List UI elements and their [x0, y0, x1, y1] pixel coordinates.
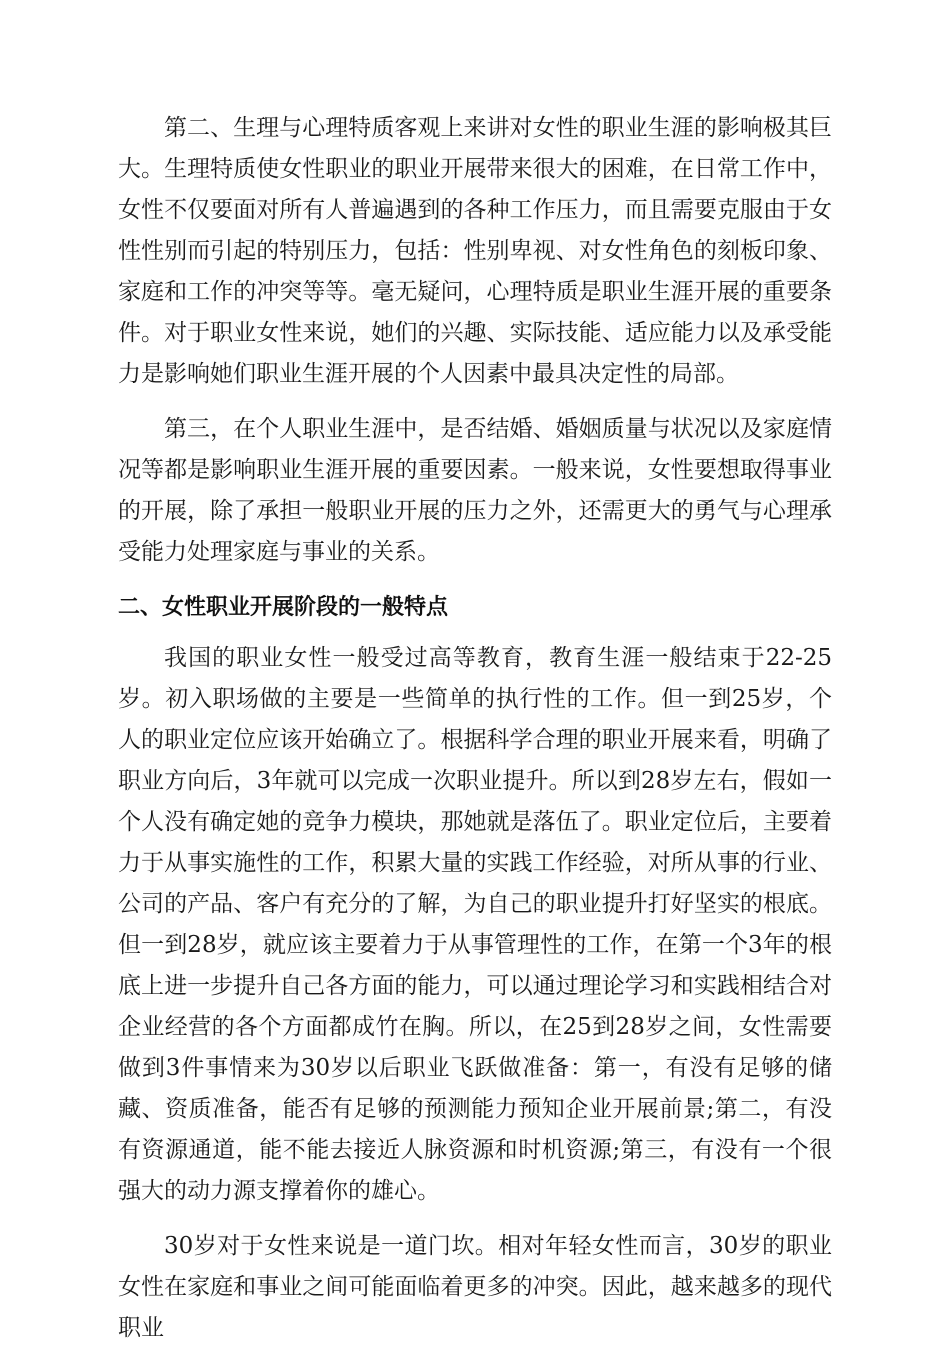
document-body — [118, 108, 832, 1363]
paragraph-physiological-psychological-traits: 第二、生理与心理特质客观上来讲对女性的职业生涯的影响极其巨大。生理特质使女性职业的职业开展带来很大的困难，在日常工作中，女性不仅要面对所有人普遍遇到的各种工作压力，而且需要克服由于女性性别而引起的特别压力，包括：性别卑视、对女性角色的刻板印象、家庭和工作的冲突等等。毫无疑问，心理特质是职业生涯开展的重要条件。对于职业女性来说，她们的兴趣、实际技能、适应能力以及承受能力是影响她们职业生涯开展的个人因素中最具决定性的局部。 — [118, 115, 832, 387]
paragraph-age-thirty-threshold: 30岁对于女性来说是一道门坎。相对年轻女性而言，30岁的职业女性在家庭和事业之间可能面临着更多的冲突。因此，越来越多的现代职业 — [118, 1233, 832, 1341]
section-heading: 二、女性职业开展阶段的一般特点 — [118, 595, 449, 620]
paragraph-career-stages: 我国的职业女性一般受过高等教育，教育生涯一般结束于22-25岁。初入职场做的主要是一些简单的执行性的工作。但一到25岁，个人的职业定位应该开始确立了。根据科学合理的职业开展来看，明确了职业方向后，3年就可以完成一次职业提升。所以到28岁左右，假如一个人没有确定她的竞争力模块，那她就是落伍了。职业定位后，主要着力于从事实施性的工作，积累大量的实践工作经验，对所从事的行业、公司的产品、客户有充分的了解，为自己的职业提升打好坚实的根底。但一到28岁，就应该主要着力于从事管理性的工作，在第一个3年的根底上进一步提升自己各方面的能力，可以通过理论学习和实践相结合对企业经营的各个方面都成竹在胸。所以，在25到28岁之间，女性需要做到3件事情来为30岁以后职业飞跃做准备：第一，有没有足够的储藏、资质准备，能否有足够的预测能力预知企业开展前景;第二，有没有资源通道，能不能去接近人脉资源和时机资源;第三，有没有一个很强大的动力源支撑着你的雄心。 — [118, 645, 832, 1204]
paragraph-marriage-family-factors: 第三，在个人职业生涯中，是否结婚、婚姻质量与状况以及家庭情况等都是影响职业生涯开展的重要因素。一般来说，女性要想取得事业的开展，除了承担一般职业开展的压力之外，还需更大的勇气与心理承受能力处理家庭与事业的关系。 — [118, 416, 832, 565]
